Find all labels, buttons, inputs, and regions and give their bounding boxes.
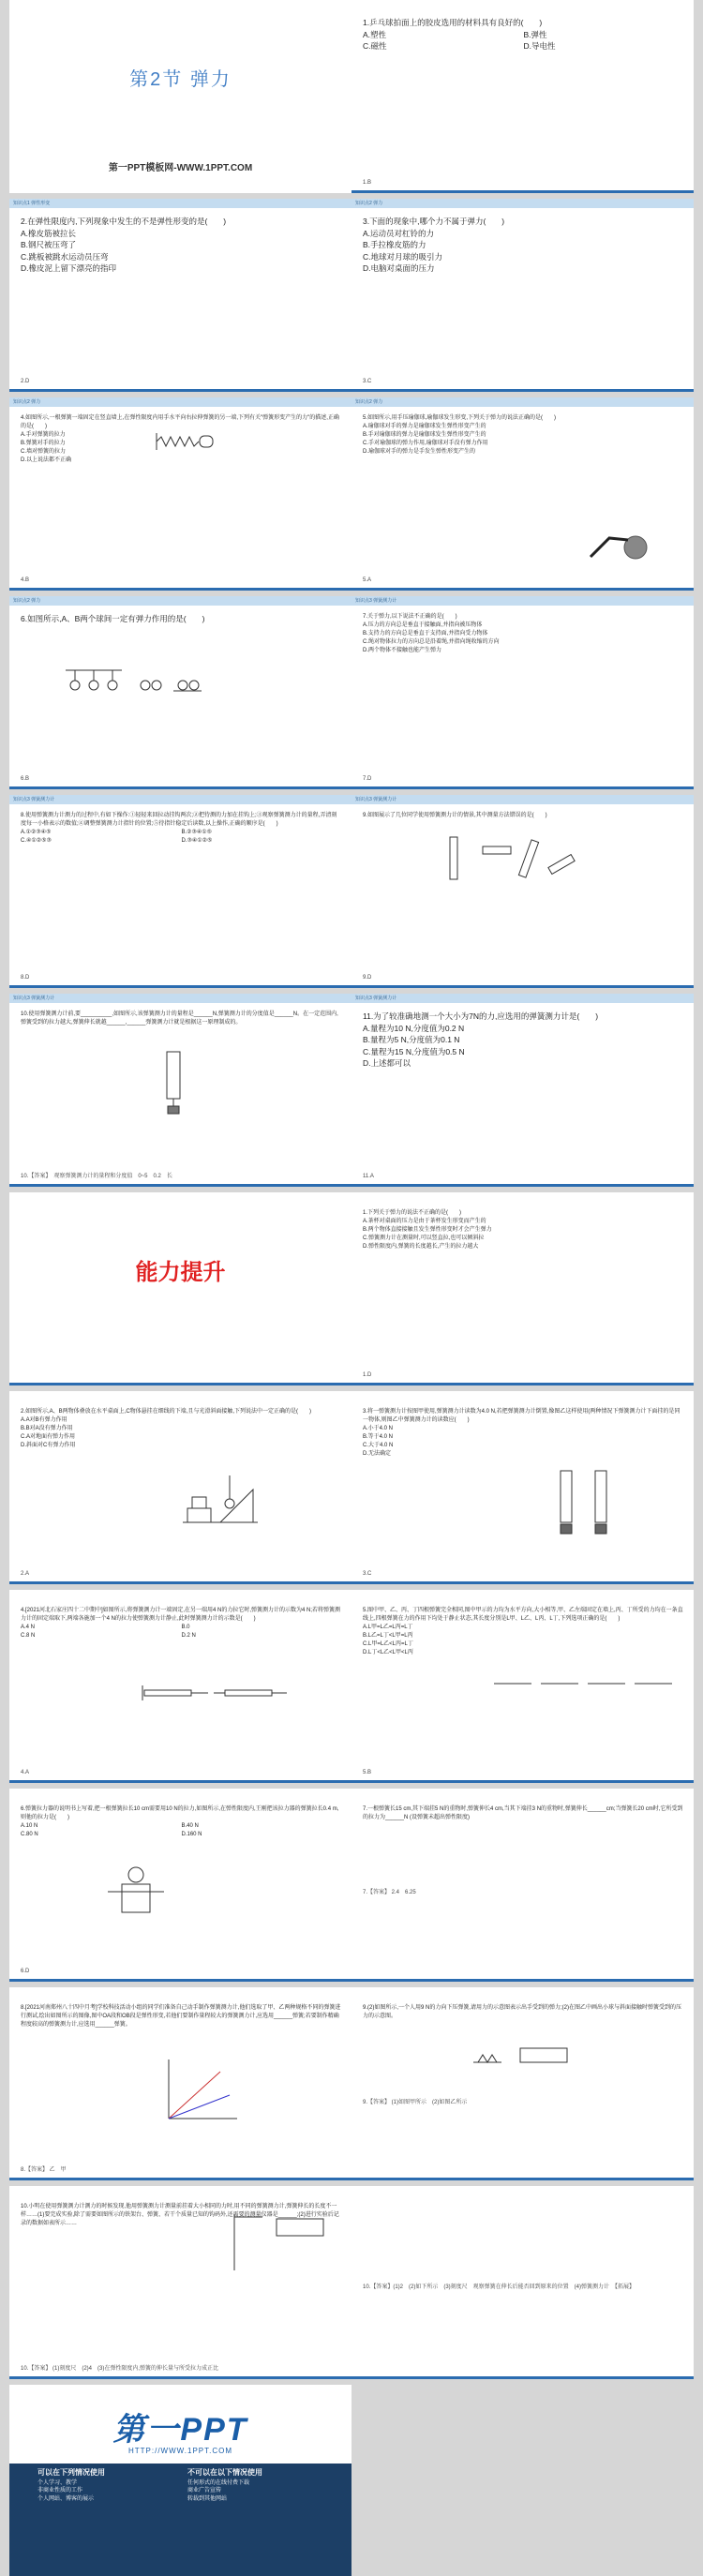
slide-adv-q4: 4.[2021河北石家庄四十二中期中]如图所示,将弹簧测力计一端固定,在另一端用4 N的力拉它时,弹簧测力计的示数为4 N;若将弹簧测力计的固定端取下,两端各施加一个4 N的拉力使弹簧测力计静止,此时弹簧测力计的示数是( ) A.4 N B.0 C.8 N D.2 N 4.A <box>9 1590 352 1783</box>
footer-url[interactable]: HTTP://WWW.1PPT.COM <box>128 2447 232 2455</box>
slide-q3: 知识点2 弹力 3.下面的现象中,哪个力不属于弹力( ) A.运动员对杠铃的力 B.手拉橡皮筋的力 C.地球对月球的吸引力 D.电脑对桌面的压力 3.C <box>352 199 694 392</box>
spring-wall-figure <box>155 431 220 452</box>
slide-cover <box>9 0 352 193</box>
yoga-ball-figure <box>581 519 656 566</box>
footer-slide <box>9 2385 352 2576</box>
spring-graph-figure <box>164 2058 239 2123</box>
scale-inverted-figure <box>553 1466 619 1550</box>
slide-q11: 知识点3 弹簧测力计 11.为了较准确地测一个大小为7N的力,应选用的弹簧测力计是( ) A.量程为10 N,分度值为0.2 N B.量程为5 N,分度值为0.1 N C.量程为15 N,分度值为0.5 N D.上述都可以 11.A <box>352 994 694 1187</box>
forbidden-uses: 不可以在以下情况使用 任何形式的在线付费下载 商业广告宣传 转载到其他网站 <box>187 2468 262 2502</box>
spring-scale-figure <box>159 1050 187 1116</box>
footer-band <box>9 2464 352 2576</box>
press-spring-figure <box>464 2029 576 2067</box>
slide-adv-q7: 7.一根弹簧长15 cm,其下端挂5 N的重物时,弹簧伸长4 cm,当其下端挂3 N的重物时,弹簧伸长______cm;当弹簧长20 cm时,它所受到的拉力为______N (设弹簧未超出弹性限度) 7.【答案】 2.4 6.25 <box>352 1789 694 1982</box>
slide-adv-q10-answer: 10.【答案】(1)2 (2)如下所示 (3)刻度尺 观察弹簧在伸长后能否回到原来的位置 (4)弹簧测力计 【拓展】 <box>352 2186 694 2379</box>
slide-adv-q6: 6.弹簧拉力器的说明书上写着,把一根弹簧拉长10 cm需要用10 N的拉力,如图所示,在弹性限度内,王刚把该拉力器的弹簧拉长0.4 m,则他的拉力是( ) A.10 N B.40 N C.80 N D.160 N 6.D <box>9 1789 352 1982</box>
spring-scales-figure <box>445 832 576 898</box>
slide-adv-q8: 8.[2021河南郑州八十四中月考]学校科技活动小组的同学们准备自己动手制作弹簧测力计,他们选取了甲、乙两种规格不同的弹簧进行测试,绘出如图所示的图像,图中OA段和OB段是弹性形变,若他们要制作量程较大的弹簧测力计,应选用______弹簧;若要制作精确程度较高的弹簧测力计,应选用______弹簧。 8.【答案】 乙 甲 <box>9 1987 352 2180</box>
section-tag: 知识点2 弹力 <box>355 201 383 206</box>
balls-figure <box>66 666 206 704</box>
blocks-incline-figure <box>183 1471 258 1527</box>
slide-adv-q9: 9.(2)如图所示,一个人用9 N的力向下压弹簧,请用力的示意图表示出手受到的弹力;(2)在图乙中画出小球与斜面接触时弹簧受到的压力的示意图。 9.【答案】 (1)如图甲所示 (2)如图乙所示 <box>352 1987 694 2180</box>
chest-expander-figure <box>103 1864 169 1920</box>
slide-adv-q1: 1.下列关于弹力的说法不正确的是( ) A.茶杯对桌面的压力是由于茶杯发生形变而产生的 B.两个物体直接接触且发生弹性形变时才会产生弹力 C.弹簧测力计在测量时,可以竖直拉,也可以倾斜拉 D.弹性限度内,弹簧的长度越长,产生的拉力越大 1.D <box>352 1192 694 1385</box>
slide-q7: 知识点3 弹簧测力计 7.关于弹力,以下说法不正确的是( ) A.压力的方向总是垂直于接触面,并指向被压物体 B.支持力的方向总是垂直于支持面,并指向受力物体 C.绳对物体拉力的方向总是沿着绳,并指向绳收缩的方向 D.两个物体不接触也能产生弹力 7.D <box>352 596 694 789</box>
slide-q1 <box>352 0 694 193</box>
four-springs-figure <box>492 1674 680 1693</box>
section-tag: 知识点1 弹性形变 <box>13 201 51 206</box>
spring-pull-figure <box>141 1684 291 1702</box>
slide-q9: 知识点3 弹簧测力计 9.如图展示了几位同学使用弹簧测力计的情景,其中测量方法错误的是( ) 9.D <box>352 795 694 988</box>
slide-adv-q5: 5.图中甲、乙、丙、丁四根弹簧完全相同,图中甲示的力均为水平方向,大小相等,甲、乙左端固定在墙上,丙、丁所受的力均在一条直线上,四根弹簧在力的作用下均处于静止状态,其长度分别是L甲、L乙、L丙、L丁,下列选项正确的是( ) A.L甲=L乙=L丙=L丁 B.L乙=L丁<L甲=L丙 C.L甲=L乙<L丙=L丁 D.L丁<L乙<L甲<L丙 5.B <box>352 1590 694 1783</box>
cover-title: 第2节 弹力 <box>129 69 232 90</box>
answer: 1.B <box>363 180 372 186</box>
iron-stand-figure <box>225 2209 328 2275</box>
section-title: 能力提升 <box>135 1260 226 1285</box>
question: 1.乒乓球拍面上的胶皮选用的材料具有良好的( ) A.塑性 B.弹性 C.磁性 D.导电性 <box>363 18 556 51</box>
cover-site: 第一PPT模板网-WWW.1PPT.COM <box>108 163 253 173</box>
slide-adv-q10: 10.小明在使用弹簧测力计测力的时候发现,他用弹簧测力计测量前挂着大小相同的力时,用不同的弹簧测力计,弹簧伸长的长度不一样……(1)要完成实验,除了需要如图所示的铁架台、弹簧、若干个质量已知的钩码外,还需要的测量仪器是______;(2)进行实验后记录的数据如表所示…… 10.【答案】 (1)刻度尺 (2)4 (3)在弹性限度内,弹簧的伸长量与所受拉力成正比 <box>9 2186 352 2379</box>
slide-q2: 知识点1 弹性形变 2.在弹性限度内,下列现象中发生的不是弹性形变的是( ) A.橡皮筋被拉长 B.钢尺被压弯了 C.跳板被跳水运动员压弯 D.橡皮泥上留下漂亮的指印 2.D <box>9 199 352 392</box>
slide-adv-q3: 3.将一弹簧测力计按图甲使用,弹簧测力计读数为4.0 N,若把弹簧测力计倒置,像图乙这样使用(两种情况下弹簧测力计下面挂的是同一物体,则图乙中弹簧测力计的读数应( ) A.小于4.0 N B.等于4.0 N C.大于4.0 N D.无法确定 3.C <box>352 1391 694 1584</box>
allowed-uses: 可以在下列情况使用 个人学习、教学 非商业性质的工作 个人网站、博客的展示 <box>37 2468 105 2502</box>
slide-q8: 知识点3 弹簧测力计 8.使用弹簧测力计测力的过程中,有如下操作:①轻轻来回拉动挂钩两次;②把待测的力加在挂钩上;③观察弹簧测力计的量程,弄清刻度每一小格表示的数值;④调整弹簧测力计指针的位置;⑤待指针稳定后读数,以上操作,正确的顺序是( ) A.①②③④⑤ B.②③④①⑤ C.④①②⑤③ D.③④①②⑤ 8.D <box>9 795 352 988</box>
slide-section-title <box>9 1192 352 1385</box>
slide-q10: 知识点3 弹簧测力计 10.使用弹簧测力计前,要__________,如图所示,该弹簧测力计的量程是______N,弹簧测力计的分度值是______N。在一定范围内,弹簧受到的拉力越大,弹簧伸长就越______,______弹簧测力计就是根据这一原理制成的。 10.【答案】 观察弹簧测力计的量程和分度值 0~5 0.2 长 <box>9 994 352 1187</box>
slide-q4: 知识点2 弹力 4.如图所示,一根弹簧一端固定在竖直墙上,在弹性限度内用手水平向右拉伸弹簧的另一端,下列有关"弹簧形变产生的力"的描述,正确的是( ) A.手对弹簧的拉力 B.弹簧对手的拉力 C.墙对弹簧的拉力 D.以上说法都不正确 4.B <box>9 397 352 591</box>
footer-logo: 第一PPT <box>112 2412 248 2448</box>
slide-q6: 知识点2 弹力 6.如图所示,A、B两个球间一定有弹力作用的是( ) 6.B <box>9 596 352 789</box>
slide-adv-q2: 2.如图所示,A、B两物体叠放在水平桌面上,C物体悬挂在细线的下端,且与光滑斜面接触,下列说法中一定正确的是( ) A.A对B有弹力作用 B.B对A没有弹力作用 C.A对地面有弹力作用 D.斜面对C有弹力作用 2.A <box>9 1391 352 1584</box>
slide-q5: 知识点2 弹力 5.如图所示,用手压瑜伽球,瑜伽球发生形变,下列关于弹力的说法正确的是( ) A.瑜伽球对手的弹力是瑜伽球发生弹性形变产生的 B.手对瑜伽球的弹力是瑜伽球发生弹性形变产生的 C.手对瑜伽球的弹力作用,瑜伽球对手没有弹力作用 D.瑜伽球对手的弹力是手发生弹性形变产生的 5.A <box>352 397 694 591</box>
